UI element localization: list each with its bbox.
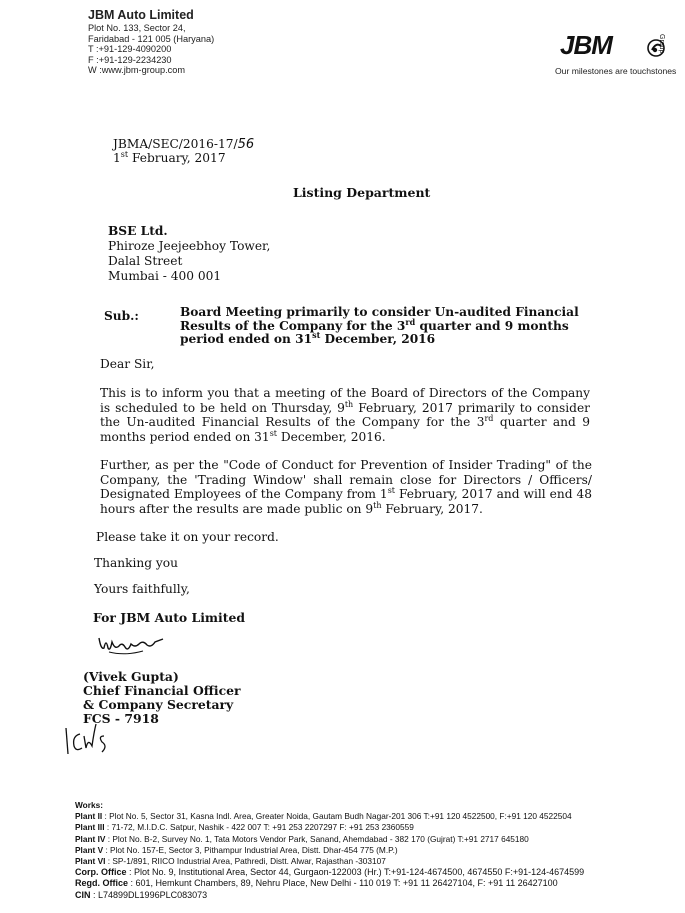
logo-tagline: Our milestones are touchstones <box>555 66 677 76</box>
signature-image <box>95 630 167 658</box>
address-line: Mumbai - 400 001 <box>108 269 222 283</box>
address-line: Plot No. 133, Sector 24, <box>88 23 186 33</box>
recipient-name: BSE Ltd. <box>108 224 168 238</box>
footer-row: Plant III : 71-72, M.I.D.C. Satpur, Nashik - 422 007 T: +91 253 2207297 F: +91 253 2360559 <box>75 822 414 833</box>
footer-row: Plant V : Plot No. 157-E, Sector 3, Pithampur Industrial Area, Distt. Dhar-454 775 (M.P.) <box>75 844 398 855</box>
company-name: JBM Auto Limited <box>88 8 194 22</box>
logo-group-text: Group <box>658 34 665 54</box>
reference-number: JBMA/SEC/2016-17/56 <box>113 137 255 152</box>
letterhead <box>88 8 308 76</box>
closing-note: Please take it on your record. <box>96 530 279 544</box>
subject-label: Sub.: <box>104 309 139 323</box>
signatory-membership: FCS - 7918 <box>83 711 159 726</box>
phone-line: T :+91-129-4090200 <box>88 44 172 55</box>
footer-row: Plant IV : Plot No. B-2, Survey No. 1, Tata Motors Vendor Park, Sanand, Ahemdabad - 382 170 (Gujrat) T:+91 2717 645180 <box>75 833 529 844</box>
fax-line: F :+91-129-2234230 <box>88 54 172 65</box>
signatory-title: & Company Secretary <box>83 697 234 712</box>
handwritten-initials-mark <box>60 718 120 758</box>
footer-row: Plant VI : SP-1/891, RIICO Industrial Area, Pathredi, Distt. Alwar, Rajasthan -303107 <box>75 856 386 867</box>
paragraph-meeting-notice: This is to inform you that a meeting of the Board of Directors of the Company is scheduled to be held on Thursday, 9th February, 2017 primarily to consider the Un-audited Financial Results of the Company for the 3rd quarter and 9 months period ended on 31st December, 2016. <box>100 386 590 444</box>
signatory-name: (Vivek Gupta) <box>83 669 179 684</box>
footer-heading: Works: <box>75 800 103 810</box>
signatory-title: Chief Financial Officer <box>83 683 241 698</box>
website-line: W :www.jbm-group.com <box>88 65 185 76</box>
address-line: Phiroze Jeejeebhoy Tower, <box>108 239 271 253</box>
footer-row: Plant II : Plot No. 5, Sector 31, Kasna Indl. Area, Greater Noida, Gautam Budh Nagar-201 306 T:+91 120 4522500, F:+91 120 4522504 <box>75 811 572 822</box>
paragraph-trading-window: Further, as per the "Code of Conduct for Prevention of Insider Trading" of the Company, the 'Trading Window' shall remain close for Directors / Officers/ Designated Employees of the Company from 1st February, 2017 and will end 48 hours after the results are made public on 9th February, 2017. <box>100 458 592 516</box>
footer-addresses <box>75 800 685 901</box>
jbm-logo <box>555 30 678 80</box>
salutation: Dear Sir, <box>100 357 155 371</box>
thanking-line: Thanking you <box>94 556 178 570</box>
footer-row: CIN : L74899DL1996PLC083073 <box>75 889 208 900</box>
for-company-line: For JBM Auto Limited <box>93 610 246 625</box>
letter-date: 1st February, 2017 <box>113 149 226 165</box>
handwritten-ref: 56 <box>237 137 255 152</box>
recipient-address <box>108 224 270 284</box>
recipient-department: Listing Department <box>293 185 431 200</box>
subject-text: Board Meeting primarily to consider Un-audited Financial Results of the Company for the 3rd quarter and 9 months period ended on 31st December, 2016 <box>180 305 579 346</box>
address-line: Dalal Street <box>108 254 183 268</box>
logo-text: JBM <box>560 30 612 60</box>
address-line: Faridabad - 121 005 (Haryana) <box>88 33 215 44</box>
footer-row: Corp. Office : Plot No. 9, Institutional Area, Sector 44, Gurgaon-122003 (Hr.) T:+91-124-4674500, 4674550 F:+91-124-4674599 <box>75 867 585 878</box>
valediction: Yours faithfully, <box>94 582 190 596</box>
footer-row: Regd. Office : 601, Hemkunt Chambers, 89, Nehru Place, New Delhi - 110 019 T: +91 11 26427104, F: +91 11 26427100 <box>75 878 558 889</box>
